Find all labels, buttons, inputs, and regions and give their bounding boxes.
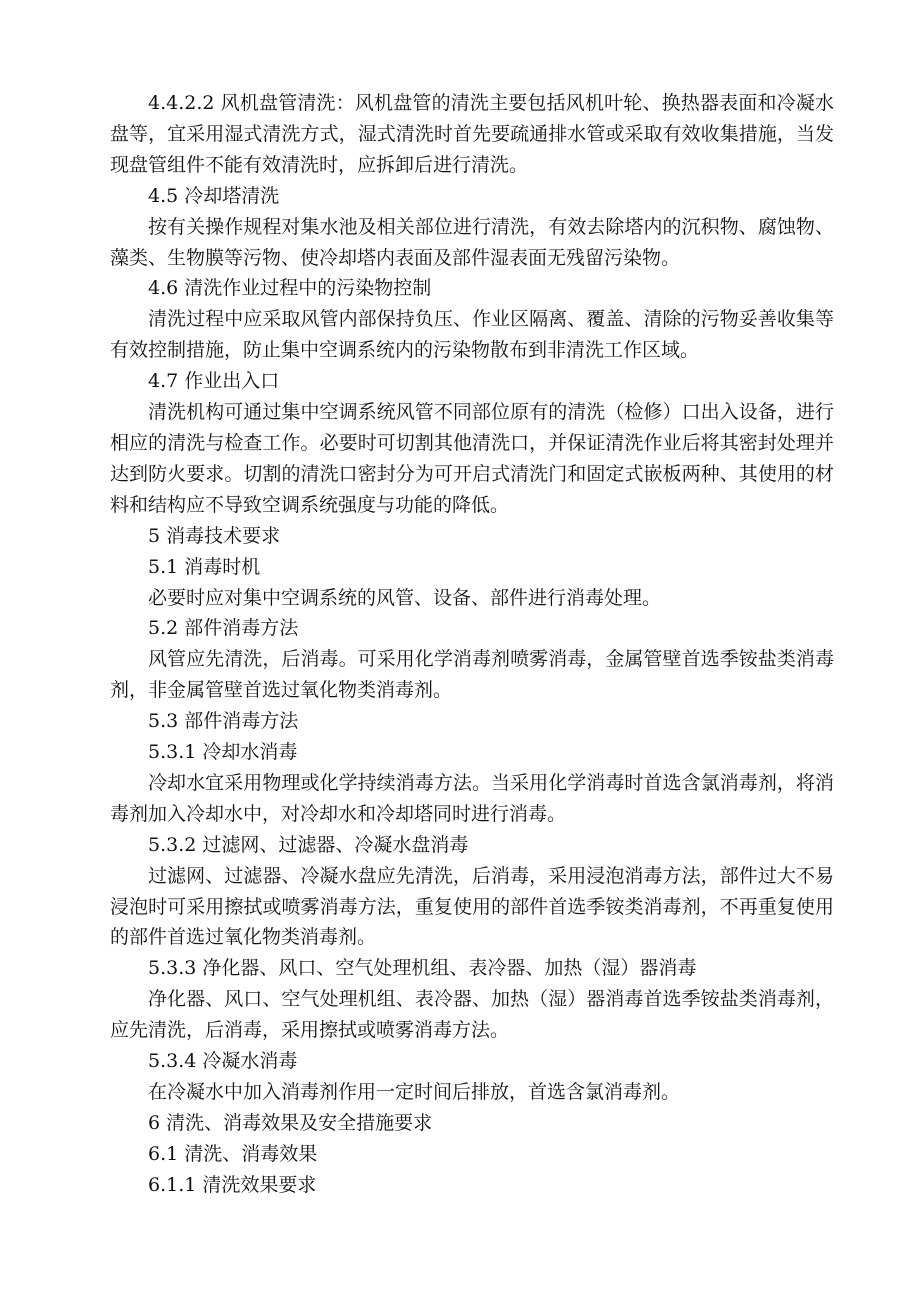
paragraph-5-2: 风管应先清洗，后消毒。可采用化学消毒剂喷雾消毒，金属管壁首选季铵盐类消毒剂，非金属管壁首选过氧化物类消毒剂。 <box>110 648 834 702</box>
paragraph-5-1: 必要时应对集中空调系统的风管、设备、部件进行消毒处理。 <box>148 586 662 609</box>
heading-6: 6 清洗、消毒效果及安全措施要求 <box>148 1111 433 1134</box>
heading-5-2: 5.2 部件消毒方法 <box>148 617 299 640</box>
heading-4-6: 4.6 清洗作业过程中的污染物控制 <box>148 277 432 300</box>
paragraph-4-7: 清洗机构可通过集中空调系统风管不同部位原有的清洗（检修）口出入设备，进行相应的清洗与检查工作。必要时可切割其他清洗口，并保证清洗作业后将其密封处理并达到防火要求。切割的清洗口密封分为可开启式清洗门和固定式嵌板两种、其使用的材料和结构应不导致空调系统强度与功能的降低。 <box>110 401 834 516</box>
paragraph-4-5: 按有关操作规程对集水池及相关部位进行清洗，有效去除塔内的沉积物、腐蚀物、藻类、生物膜等污物、使冷却塔内表面及部件湿表面无残留污染物。 <box>110 215 834 269</box>
heading-6-1-1: 6.1.1 清洗效果要求 <box>148 1173 317 1196</box>
paragraph-5-3-1: 冷却水宜采用物理或化学持续消毒方法。当采用化学消毒时首选含氯消毒剂，将消毒剂加入冷却水中，对冷却水和冷却塔同时进行消毒。 <box>110 771 834 825</box>
heading-5-3-1: 5.3.1 冷却水消毒 <box>148 741 298 764</box>
heading-5-3-4: 5.3.4 冷凝水消毒 <box>148 1050 298 1073</box>
heading-5-3-3: 5.3.3 净化器、风口、空气处理机组、表冷器、加热（湿）器消毒 <box>148 957 697 980</box>
paragraph-5-3-3: 净化器、风口、空气处理机组、表冷器、加热（湿）器消毒首选季铵盐类消毒剂，应先清洗，后消毒，采用擦拭或喷雾消毒方法。 <box>110 988 834 1042</box>
paragraph-5-3-2: 过滤网、过滤器、冷凝水盘应先清洗，后消毒，采用浸泡消毒方法，部件过大不易浸泡时可采用擦拭或喷雾消毒方法，重复使用的部件首选季铵类消毒剂，不再重复使用的部件首选过氧化物类消毒剂。 <box>110 864 834 949</box>
paragraph-5-3-4: 在冷凝水中加入消毒剂作用一定时间后排放，首选含氯消毒剂。 <box>148 1081 681 1103</box>
heading-5-3: 5.3 部件消毒方法 <box>148 710 299 733</box>
heading-5: 5 消毒技术要求 <box>148 524 281 547</box>
heading-5-1: 5.1 消毒时机 <box>148 555 261 578</box>
paragraph-4-4-2-2: 4.4.2.2 风机盘管清洗：风机盘管的清洗主要包括风机叶轮、换热器表面和冷凝水盘等，宜采用湿式清洗方式，湿式清洗时首先要疏通排水管或采取有效收集措施，当发现盘管组件不能有效清洗时，应拆卸后进行清洗。 <box>110 92 834 176</box>
heading-4-7: 4.7 作业出入口 <box>148 370 280 393</box>
heading-6-1: 6.1 清洗、消毒效果 <box>148 1142 318 1165</box>
paragraph-4-6: 清洗过程中应采取风管内部保持负压、作业区隔离、覆盖、清除的污物妥善收集等有效控制措施，防止集中空调系统内的污染物散布到非清洗工作区域。 <box>110 308 834 362</box>
document-body <box>110 88 834 1201</box>
heading-5-3-2: 5.3.2 过滤网、过滤器、冷凝水盘消毒 <box>148 833 469 856</box>
heading-4-5: 4.5 冷却塔清洗 <box>148 184 280 207</box>
